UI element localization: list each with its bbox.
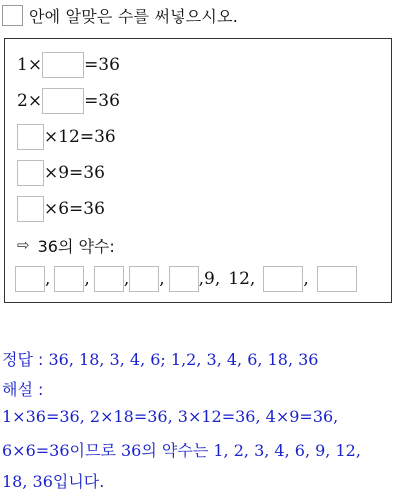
arrow-right-icon: ⇨ [17,236,30,254]
problem-number-box [2,5,23,26]
equation-suffix: ×9=36 [44,163,105,183]
divisor-value-9: 9, [204,269,221,289]
explanation-line-1 [2,407,338,426]
divisor-box[interactable] [169,266,199,292]
comma: , [123,269,130,289]
explanation-label-line [2,377,43,400]
equation-row-2 [17,87,120,115]
answer-line [2,347,318,370]
divisor-prompt-text: 36의 약수: [37,236,115,256]
explanation-text: 36 [121,441,142,460]
comma: , [303,269,309,289]
answer-box[interactable] [42,52,84,78]
equation-row-4 [17,159,105,187]
equation-row-5 [17,195,105,223]
comma: , [198,269,205,289]
explanation-text: 이므로 [69,441,121,460]
explanation-text: 입니다. [52,472,105,491]
equation-suffix: =36 [84,91,120,111]
explanation-text: 18, 36 [2,472,53,491]
equation-prefix: 2× [17,91,43,111]
problem-panel [4,38,392,303]
comma: , [159,269,165,289]
divisor-box[interactable] [15,266,45,292]
explanation-label: 해설 : [2,380,44,399]
explanation-text: 1×36=36, 2×18=36, 3×12=36, 4×9=36, [2,407,339,426]
equation-row-1 [17,51,120,79]
divisor-prompt [17,231,115,259]
answer-value: 36, 18, 3, 4, 6; 1,2, 3, 4, 6, 18, 36 [48,350,319,369]
explanation-line-2 [2,438,361,461]
answer-box[interactable] [17,160,44,186]
divisor-box[interactable] [263,266,303,292]
equation-suffix: ×12=36 [44,127,116,147]
comma: , [84,269,90,289]
divisor-answer-row [15,265,357,293]
explanation-text: 1, 2, 3, 4, 6, 9, 12, [213,441,361,460]
answer-label: 정답 : [2,350,44,369]
explanation-text: 6×6=36 [2,441,70,460]
answer-box[interactable] [17,196,44,222]
divisor-box[interactable] [94,266,124,292]
equation-suffix: =36 [84,55,120,75]
divisor-box[interactable] [317,266,357,292]
explanation-line-3 [2,469,104,492]
divisor-box[interactable] [54,266,84,292]
problem-header [0,2,238,28]
comma: , [45,269,51,289]
answer-box[interactable] [42,88,84,114]
equation-suffix: ×6=36 [44,199,105,219]
equation-row-3 [17,123,116,151]
divisor-box[interactable] [129,266,159,292]
explanation-text: 의 약수는 [141,441,214,460]
divisor-value-12: 12, [228,269,256,289]
instruction-text: 안에 알맞은 수를 써넣으시오. [29,6,239,26]
equation-prefix: 1× [17,55,43,75]
answer-box[interactable] [17,124,44,150]
